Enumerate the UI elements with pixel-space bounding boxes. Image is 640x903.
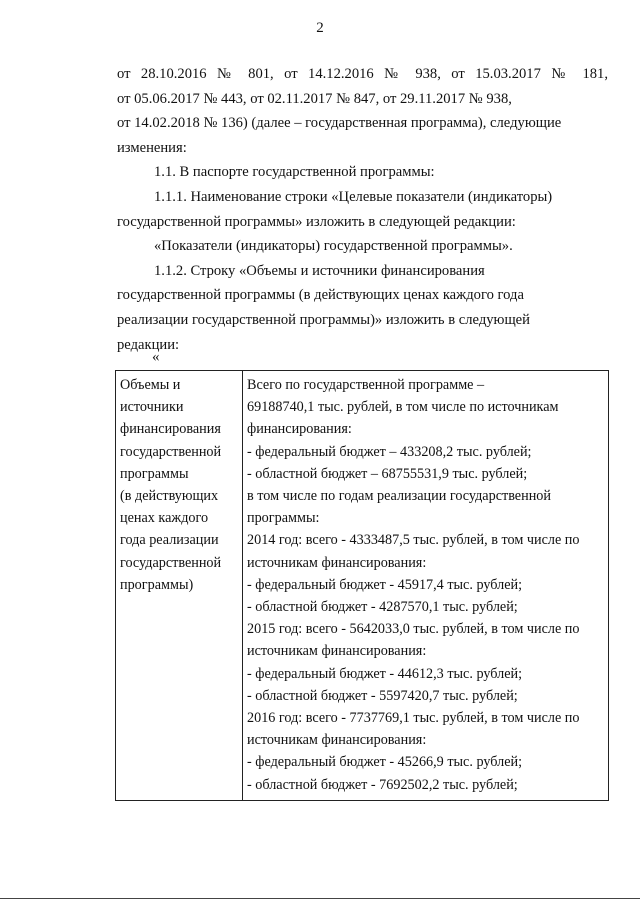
content-line: 69188740,1 тыс. рублей, в том числе по источникам xyxy=(247,399,559,416)
content-line: - федеральный бюджет - 44612,3 тыс. рублей; xyxy=(247,665,523,682)
label-line: ценах каждого xyxy=(120,510,209,527)
label-line: программы xyxy=(120,465,189,482)
opening-quote: « xyxy=(152,349,160,365)
content-line: финансирования: xyxy=(247,421,352,438)
label-line: источники xyxy=(120,399,184,416)
content-line: 2015 год: всего - 5642033,0 тыс. рублей, в том числе по xyxy=(247,621,580,638)
content-line: - областной бюджет - 5597420,7 тыс. рублей; xyxy=(247,687,518,704)
label-line: года реализации xyxy=(120,532,219,549)
paragraph-section-1-1 xyxy=(117,160,608,185)
content-line: - федеральный бюджет - 45917,4 тыс. рублей; xyxy=(247,576,523,593)
paragraph-section-1-1-2 xyxy=(117,259,608,357)
label-line: государственной xyxy=(120,554,222,571)
text-line: 1.1. В паспорте государственной программы: xyxy=(154,164,435,181)
table-row xyxy=(116,371,609,801)
text-line: 1.1.2. Строку «Объемы и источники финансирования xyxy=(154,262,485,279)
content-line: источникам финансирования: xyxy=(247,643,427,660)
label-line: программы) xyxy=(120,576,194,593)
text-line: редакции: xyxy=(117,336,180,353)
label-line: (в действующих xyxy=(120,488,219,505)
content-line: 2016 год: всего - 7737769,1 тыс. рублей, в том числе по xyxy=(247,710,580,727)
label-line: государственной xyxy=(120,443,222,460)
table-label-cell xyxy=(116,371,243,801)
content-line: источникам финансирования: xyxy=(247,732,427,749)
document-body xyxy=(117,62,608,357)
content-line: - областной бюджет - 4287570,1 тыс. рублей; xyxy=(247,599,518,616)
text-line: «Показатели (индикаторы) государственной программы». xyxy=(154,238,513,255)
content-line: - федеральный бюджет – 433208,2 тыс. рублей; xyxy=(247,443,532,460)
content-line: источникам финансирования: xyxy=(247,554,427,571)
content-line: - областной бюджет - 7692502,2 тыс. рублей; xyxy=(247,776,518,793)
text-line: изменения: xyxy=(117,139,187,156)
text-line: 1.1.1. Наименование строки «Целевые показатели (индикаторы) xyxy=(154,188,553,205)
content-line: - областной бюджет – 68755531,9 тыс. рублей; xyxy=(247,465,528,482)
financing-table xyxy=(115,370,609,801)
table-content-cell xyxy=(243,371,609,801)
text-line: от 28.10.2016 № 801, от 14.12.2016 № 938, от 15.03.2017 № 181, xyxy=(117,66,608,82)
text-line: реализации государственной программы)» изложить в следующей xyxy=(117,311,530,328)
label-line: финансирования xyxy=(120,421,221,438)
page-bottom-rule xyxy=(0,898,640,899)
text-line: государственной программы» изложить в следующей редакции: xyxy=(117,213,516,230)
content-line: программы: xyxy=(247,510,320,527)
text-line: государственной программы (в действующих ценах каждого года xyxy=(117,287,524,304)
label-line: Объемы и xyxy=(120,377,181,393)
text-line: от 14.02.2018 № 136) (далее – государственная программа), следующие xyxy=(117,115,562,132)
paragraph-new-title xyxy=(117,234,608,259)
paragraph-amendments-list-cont xyxy=(117,87,608,161)
content-line: Всего по государственной программе – xyxy=(247,377,485,393)
content-line: 2014 год: всего - 4333487,5 тыс. рублей, в том числе по xyxy=(247,532,580,549)
page-number: 2 xyxy=(316,20,324,36)
paragraph-section-1-1-1 xyxy=(117,185,608,234)
paragraph-amendments-list xyxy=(117,62,608,87)
content-line: в том числе по годам реализации государственной xyxy=(247,488,551,505)
content-line: - федеральный бюджет - 45266,9 тыс. рублей; xyxy=(247,754,523,771)
text-line: от 05.06.2017 № 443, от 02.11.2017 № 847, от 29.11.2017 № 938, xyxy=(117,90,512,107)
